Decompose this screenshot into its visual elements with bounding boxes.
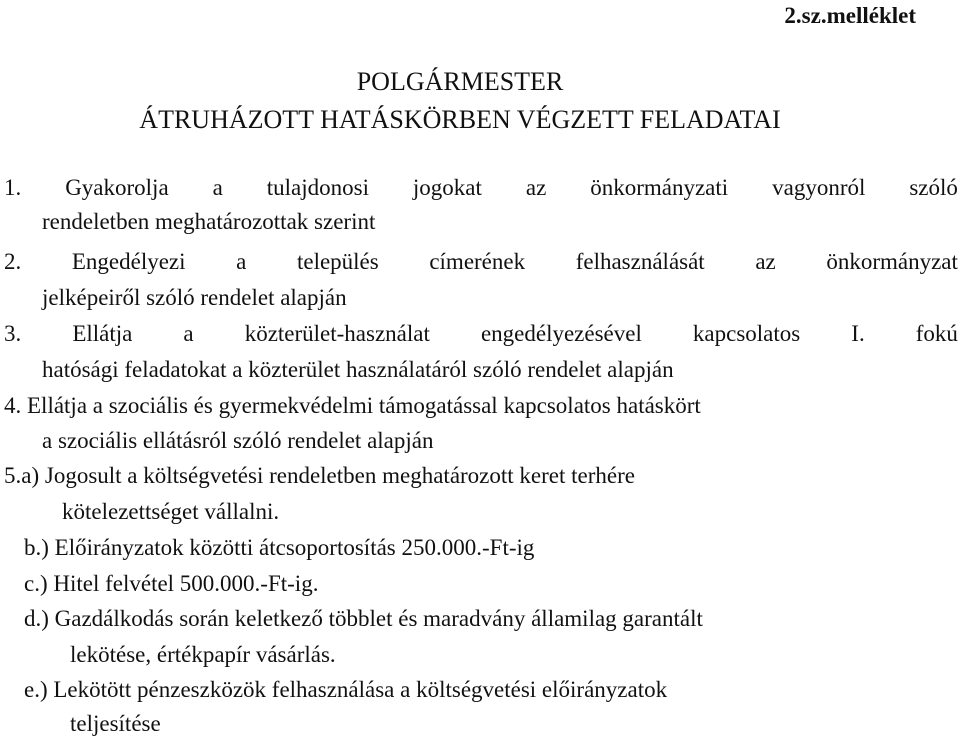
word: 3. [4,321,22,346]
word: engedélyezésével [480,321,642,346]
item-5c: c.) Hitel felvétel 500.000.-Ft-ig. [24,571,319,596]
word: Ellátja [72,321,133,346]
page-title-line-2: ÁTRUHÁZOTT HATÁSKÖRBEN VÉGZETT FELADATAI [139,105,781,134]
item-5b: b.) Előirányzatok közötti átcsoportosítás 250.000.-Ft-ig [24,535,535,560]
word: Engedélyezi [71,249,186,274]
word: település [296,249,379,274]
item-3-line-2: hatósági feladatokat a közterület használatáról szóló rendelet alapján [42,357,674,382]
word: 1. [4,175,22,200]
item-2-line-2: jelképeiről szóló rendelet alapján [42,285,347,310]
item-5a-line-1: 5.a) Jogosult a költségvetési rendeletben meghatározott keret terhére [4,463,635,488]
word: I. [851,321,865,346]
item-1-line-1 [4,174,958,202]
word: címerének [429,249,526,274]
word: fokú [915,321,958,346]
word: kapcsolatos [692,321,801,346]
word: a [212,175,223,200]
page-title-line-1: POLGÁRMESTER [356,67,564,96]
word: Gyakorolja [65,175,169,200]
word: közterület-használat [244,321,430,346]
item-5d-line-1: d.) Gazdálkodás során keletkező többlet és maradvány államilag garantált [24,606,703,631]
word: felhasználását [575,249,705,274]
word: a [236,249,247,274]
item-5a-line-2: kötelezettséget vállalni. [62,499,280,524]
item-2-line-1 [4,248,958,276]
annex-label: 2.sz.melléklet [784,3,916,28]
item-1-line-2: rendeletben meghatározottak szerint [42,209,376,234]
word: szóló [909,175,958,200]
word: önkormányzati [590,175,729,200]
word: 2. [4,249,22,274]
item-5e-line-2: teljesítése [70,711,161,736]
word: az [755,249,776,274]
item-5d-line-2: lekötése, értékpapír vásárlás. [70,642,336,667]
word: a [183,321,194,346]
word: önkormányzat [826,249,958,274]
item-5e-line-1: e.) Lekötött pénzeszközök felhasználása a költségvetési előirányzatok [24,677,668,702]
word: tulajdonosi [266,175,369,200]
item-4-line-1: 4. Ellátja a szociális és gyermekvédelmi támogatással kapcsolatos hatáskört [4,393,701,418]
word: az [525,175,547,200]
word: vagyonról [772,175,866,200]
item-3-line-1 [4,320,958,348]
item-4-line-2: a szociális ellátásról szóló rendelet alapján [42,428,434,453]
word: jogokat [412,175,482,200]
